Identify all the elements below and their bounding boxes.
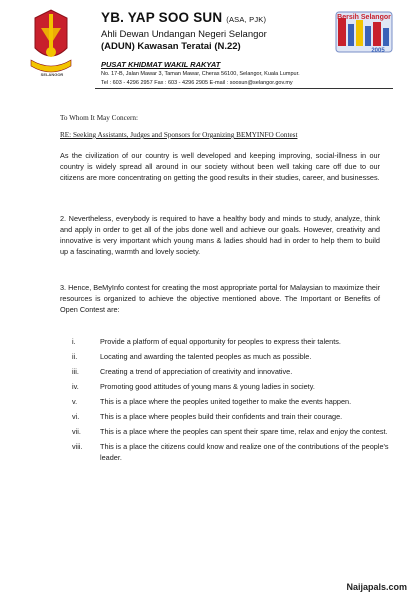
list-item: [60, 336, 390, 347]
list-text: Promoting good attitudes of young mans & young ladies in society.: [100, 382, 315, 391]
list-item: [60, 366, 390, 377]
list-text: Creating a trend of appreciation of creativity and innovative.: [100, 367, 293, 376]
list-number: vii.: [72, 427, 81, 436]
list-item: [60, 396, 390, 407]
list-number: iii.: [72, 367, 79, 376]
list-number: viii.: [72, 442, 83, 451]
crest-label: SELANGOR: [40, 72, 64, 77]
paragraph-3: 3. Hence, BeMyInfo contest for creating the most appropriate portal for Malaysian to maximize their resources is organized to achieve the objective mentioned above. The Important or Benefits of Open Contest are:: [60, 283, 380, 314]
watermark: Naijapals.com: [346, 582, 407, 592]
header-divider: [95, 88, 393, 89]
bersih-selangor-logo-icon: [334, 8, 394, 56]
constituency-line: (ADUN) Kawasan Teratai (N.22): [101, 41, 241, 52]
selangor-crest-icon: [27, 8, 75, 82]
list-text: Locating and awarding the talented peoples as much as possible.: [100, 352, 312, 361]
address-line: No. 17-B, Jalan Mawar 3, Taman Mawar, Cheras 56100, Selangor, Kuala Lumpur.: [101, 71, 300, 77]
list-item: [60, 351, 390, 362]
letterhead-name: [101, 10, 266, 25]
list-text: This is a place where the peoples united together to make the events happen.: [100, 397, 352, 406]
service-centre-title: PUSAT KHIDMAT WAKIL RAKYAT: [101, 60, 221, 69]
list-text: This is a place where the peoples can spent their spare time, relax and enjoy the contest.: [100, 427, 388, 436]
post-nominal: (ASA, PJK): [226, 15, 267, 24]
list-number: i.: [72, 337, 76, 346]
list-number: ii.: [72, 352, 78, 361]
paragraph-1: As the civilization of our country is well developed and keeping improving, social-illness in our country is widely spread all around in our society without been well taking care off due to our citizens are more concentrating on getting the good results in their studies, career, and businesses.: [60, 151, 380, 182]
benefits-list: [60, 336, 390, 467]
list-number: v.: [72, 397, 78, 406]
list-number: vi.: [72, 412, 80, 421]
list-text: This is a place where peoples build their confidents and train their courage.: [100, 412, 343, 421]
logo-year: 2005: [371, 48, 385, 54]
list-number: iv.: [72, 382, 79, 391]
subject-line: RE: Seeking Assistants, Judges and Sponsors for Organizing BEMYINFO Contest: [60, 131, 298, 139]
paragraph-2: 2. Nevertheless, everybody is required to have a healthy body and minds to study, analyze, think and apply in order to get all of the jobs done well and achieve our goals. However, creativity and innovative is very important which young mans & ladies should had in order to help them to build up a fascinating, warmth and lovely society.: [60, 214, 380, 256]
list-text: Provide a platform of equal opportunity for peoples to express their talents.: [100, 337, 341, 346]
list-item: [60, 441, 390, 463]
name-text: YB. YAP SOO SUN: [101, 10, 223, 25]
logo-banner-text: Bersih Selangor: [337, 14, 391, 21]
list-item: [60, 426, 390, 437]
assembly-line: Ahli Dewan Undangan Negeri Selangor: [101, 29, 267, 40]
list-item: [60, 381, 390, 392]
list-item: [60, 411, 390, 422]
list-text: This is a place the citizens could know and realize one of the contributions of the people's leader.: [100, 442, 389, 462]
salutation: To Whom It May Concern:: [60, 114, 139, 122]
contact-line: Tel : 603 - 4296 2957 Fax : 603 - 4296 2905 E-mail : soosun@selangor.gov.my: [101, 80, 293, 86]
